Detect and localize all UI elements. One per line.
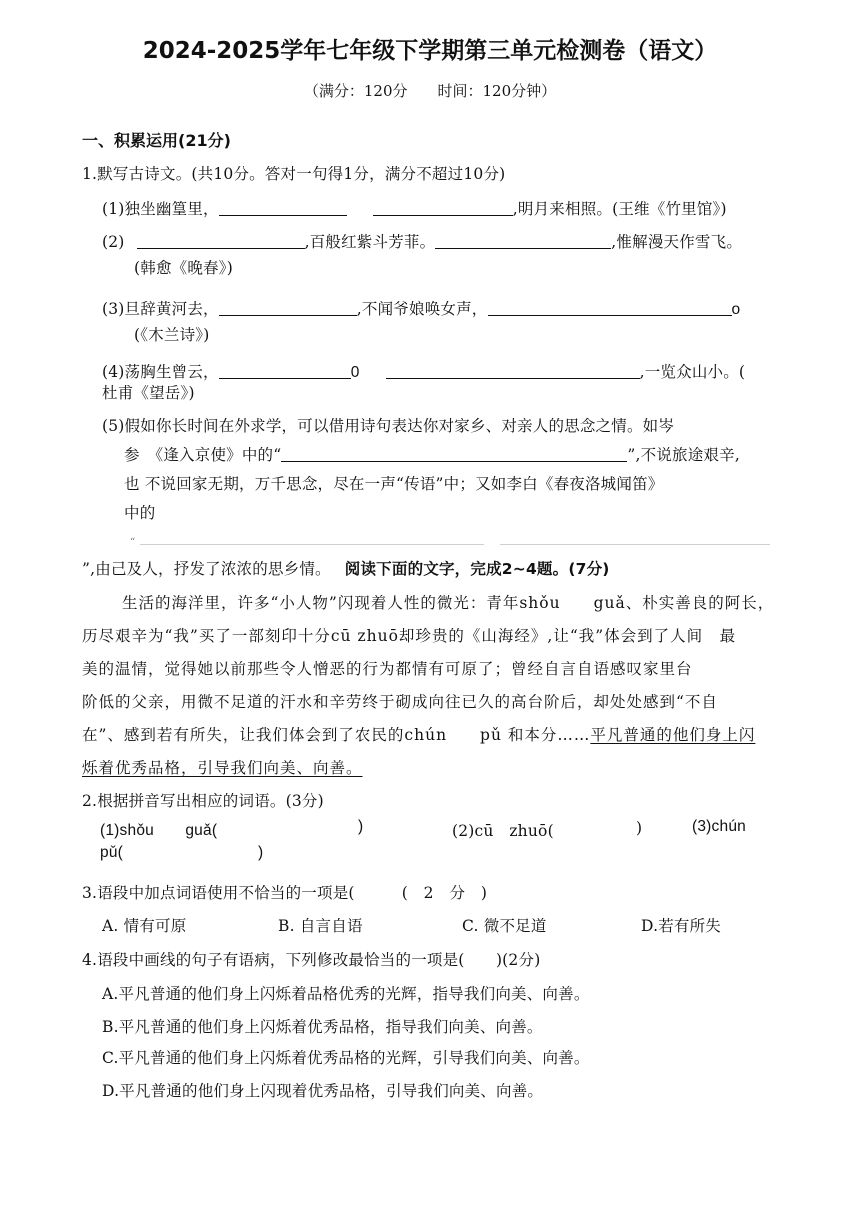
q2-option-1: (1)shǒu guǎ( <box>100 822 218 839</box>
q1-item-5-line-5 <box>82 557 610 579</box>
passage-line-3: 美的温情，觉得她以前那些令人憎恶的行为都情有可原了；曾经自言自语感叹家里台 <box>82 660 693 678</box>
passage-line-6 <box>82 756 363 778</box>
q4-option-a[interactable]: A.平凡普通的他们身上闪烁着品格优秀的光辉，指导我们向美、向善。 <box>102 985 590 1003</box>
passage-line-4: 阶低的父亲，用微不足道的汗水和辛劳终于砌成向往已久的高台阶后，却处处感到“不自 <box>82 693 718 711</box>
q1-item-2-source: (韩愈《晚春》) <box>134 259 233 277</box>
q3-stem: 3.语段中加点词语使用不恰当的一项是( ( 2 分 ) <box>82 884 488 902</box>
q3-option-a[interactable]: A. 情有可原 <box>102 917 187 935</box>
answer-blank[interactable] <box>386 364 640 379</box>
q4-option-c[interactable]: C.平凡普通的他们身上闪烁着优秀品格的光辉，引导我们向美、向善。 <box>102 1049 590 1067</box>
q1-item-3-end-mark: o <box>731 301 741 318</box>
answer-blank[interactable] <box>137 234 305 249</box>
q1-item-4-text-c: ,一览众山小。( <box>639 363 746 381</box>
answer-blank[interactable] <box>373 201 513 216</box>
answer-blank[interactable] <box>435 234 611 249</box>
q1-item-1-text-a: (1)独坐幽篁里， <box>102 200 219 218</box>
answer-blank[interactable] <box>219 301 357 316</box>
q4-option-d[interactable]: D.平凡普通的他们身上闪现着优秀品格，引导我们向美、向善。 <box>102 1082 544 1100</box>
underlined-sentence-part-2: 烁着优秀品格，引导我们向美、向善。 <box>82 759 363 777</box>
answer-blank[interactable] <box>219 201 347 216</box>
q2-stem: 2.根据拼音写出相应的词语。(3分) <box>82 792 324 810</box>
answer-blank-faint[interactable] <box>500 544 770 545</box>
q2-option-2: (2)cū zhuō( <box>452 822 554 840</box>
answer-blank[interactable] <box>281 447 627 462</box>
q4-option-b[interactable]: B.平凡普通的他们身上闪烁着优秀品格，指导我们向美、向善。 <box>102 1018 543 1036</box>
q1-item-1-text-b: ,明月来相照。(王维《竹里馆》) <box>512 200 727 218</box>
q1-item-2-text-a: (2) <box>102 233 125 251</box>
q1-item-5-line-4: 中的 <box>124 504 156 522</box>
q2-option-3-cont: pǔ( <box>100 844 124 861</box>
q1-item-4-source: 杜甫《望岳》) <box>102 384 195 402</box>
section-heading: 一、积累运用(21分) <box>82 131 231 150</box>
passage-line-5-text: 在”、感到若有所失，让我们体会到了农民的chún pǔ 和本分…… <box>82 726 591 744</box>
q1-item-4-text-a: (4)荡胸生曾云， <box>102 363 219 381</box>
answer-blank[interactable] <box>488 301 732 316</box>
passage-line-5 <box>82 723 755 745</box>
q1-item-5-line-2 <box>124 443 740 465</box>
page-title: 2024-2025学年七年级下学期第三单元检测卷（语文） <box>142 38 718 64</box>
q1-stem: 1.默写古诗文。(共10分。答对一句得1分，满分不超过10分) <box>82 165 506 183</box>
q1-item-3 <box>102 297 740 319</box>
q2-option-3: (3)chún <box>692 818 746 835</box>
faint-quote-mark: “ <box>130 537 136 548</box>
q3-option-c[interactable]: C. 微不足道 <box>462 917 547 935</box>
underlined-sentence-part-1: 平凡普通的他们身上闪 <box>590 726 756 744</box>
q1-item-3-text-b: ,不闻爷娘唤女声， <box>356 300 488 318</box>
q1-item-5-text-a: 参 《逢入京使》中的“ <box>124 446 282 464</box>
q2-option-2-close: ) <box>636 819 643 837</box>
q1-item-5-end-text: ”,由己及人，抒发了浓浓的思乡情。 <box>82 560 331 578</box>
q2-option-1-close: ) <box>358 818 364 835</box>
q3-option-b[interactable]: B. 自言自语 <box>278 917 363 935</box>
reading-instruction: 阅读下面的文字，完成2~4题。(7分) <box>344 560 610 578</box>
page-subtitle: （满分：120分 时间：120分钟） <box>303 82 557 100</box>
q1-item-1 <box>102 197 727 219</box>
q2-option-3-close: ) <box>258 844 264 861</box>
q1-item-5-text-b: ”,不说旅途艰辛, <box>627 446 740 464</box>
q1-item-4 <box>102 360 745 382</box>
q1-item-3-text-a: (3)旦辞黄河去， <box>102 300 219 318</box>
q1-item-2 <box>102 230 742 252</box>
passage-line-2: 历尽艰辛为“我”买了一部刻印十分cū zhuō却珍贵的《山海经》,让“我”体会到了人间 最 <box>82 627 737 645</box>
q1-item-2-text-c: ,惟解漫天作雪飞。 <box>611 233 743 251</box>
q3-option-d[interactable]: D.若有所失 <box>641 917 722 935</box>
answer-blank[interactable] <box>219 364 351 379</box>
q1-item-3-source: (《木兰诗》) <box>134 326 210 344</box>
q1-item-4-mark: 0 <box>350 364 360 381</box>
q1-item-5-line-3: 也 不说回家无期，万千思念，尽在一声“传语”中；又如李白《春夜洛城闻笛》 <box>124 475 664 493</box>
q4-stem: 4.语段中画线的句子有语病，下列修改最恰当的一项是( )(2分) <box>82 951 541 969</box>
q1-item-5-line-1: (5)假如你长时间在外求学，可以借用诗句表达你对家乡、对亲人的思念之情。如岑 <box>102 417 675 435</box>
answer-blank-faint[interactable] <box>140 544 484 545</box>
q1-item-2-text-b: ,百般红紫斗芳菲。 <box>304 233 436 251</box>
passage-line-1: 生活的海洋里，许多“小人物”闪现着人性的微光：青年shǒu guǎ、朴实善良的阿长， <box>122 594 775 612</box>
